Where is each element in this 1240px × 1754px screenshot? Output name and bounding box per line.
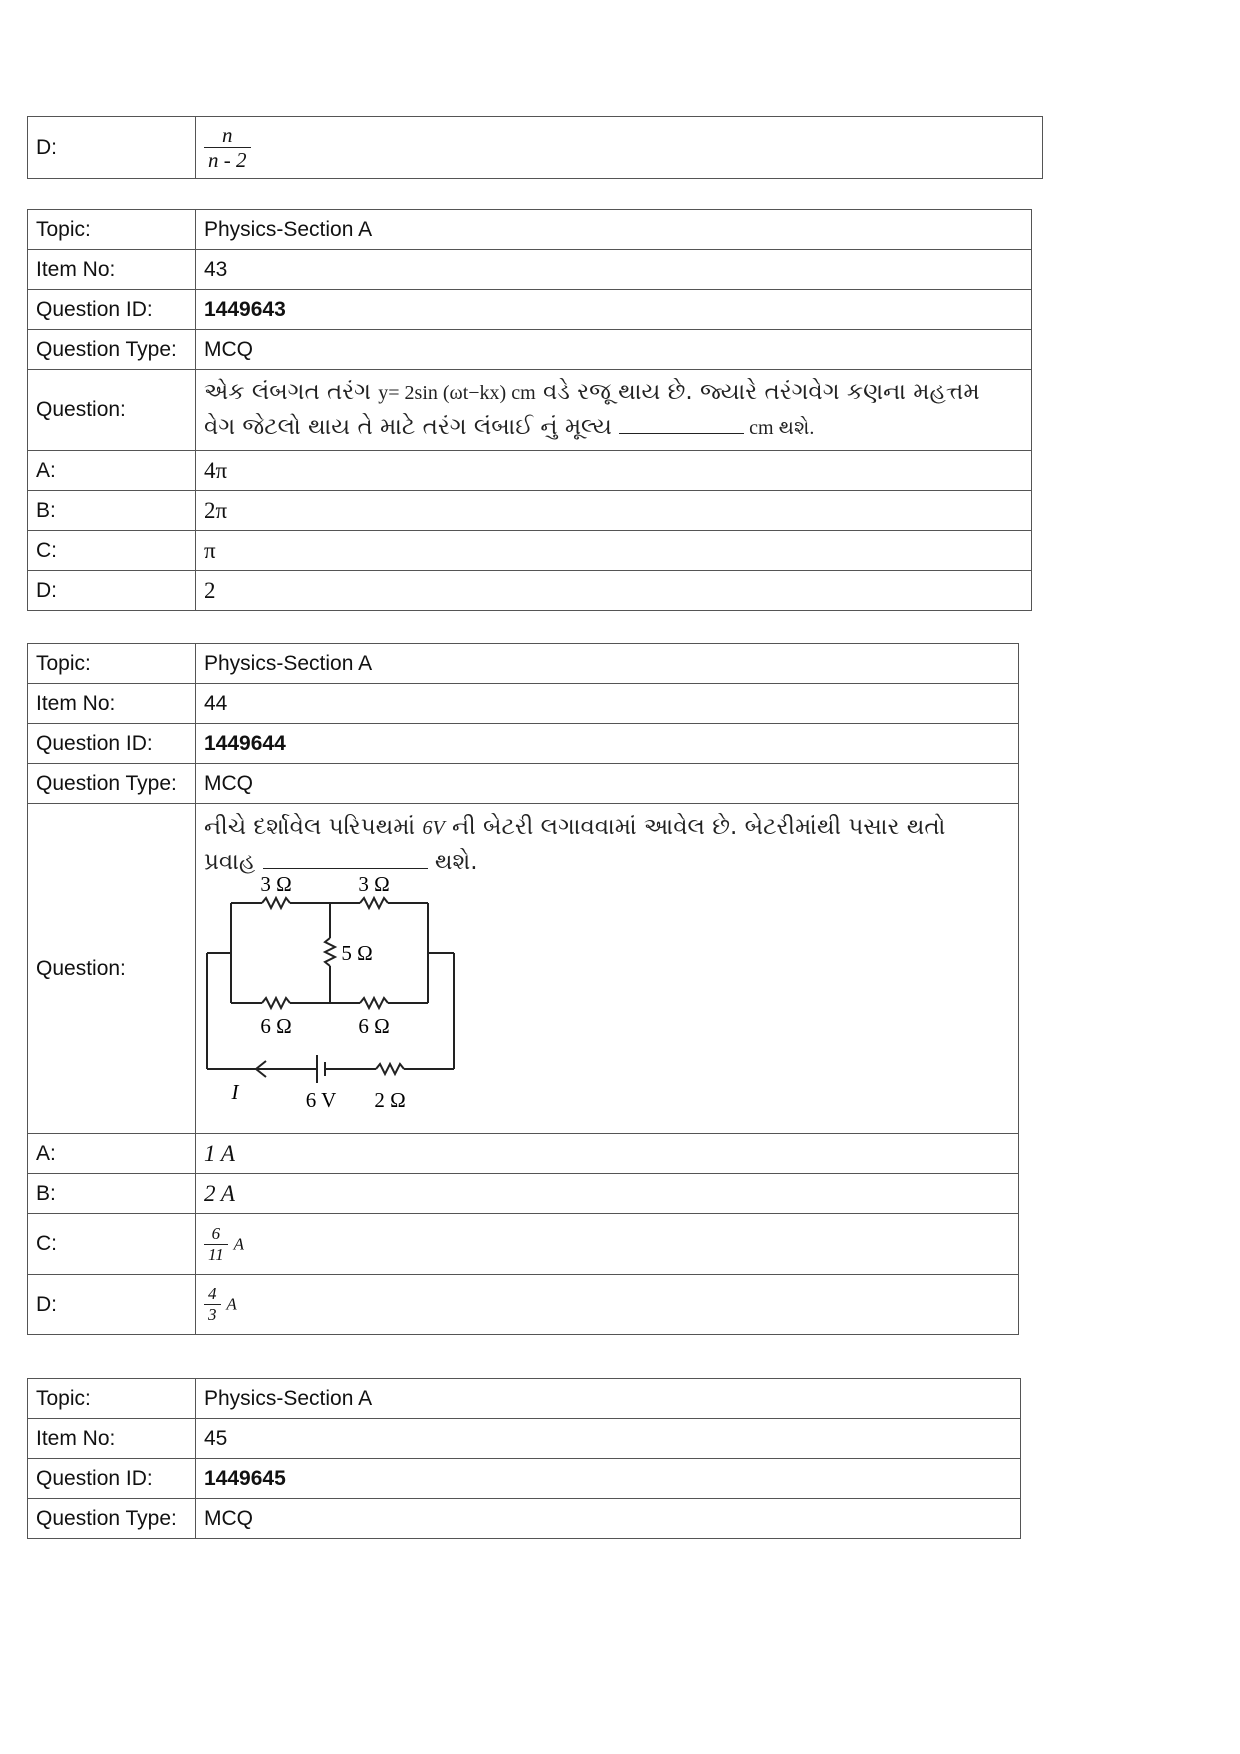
option-value <box>196 117 1043 179</box>
question-text <box>196 370 1032 451</box>
item-no-label: Item No: <box>28 684 196 724</box>
option-d-value: 2 <box>196 571 1032 611</box>
question-type-value: MCQ <box>196 764 1019 804</box>
question-id-value: 1449643 <box>196 290 1032 330</box>
question-text-part1: નીચે દર્શાવેલ પરિપથમાં <box>204 814 423 840</box>
question-text-part2: ની બેટરી લગાવવામાં આવેલ છે. બેટરીમાંથી પસાર થતો <box>444 814 946 840</box>
option-c-value <box>196 1214 1019 1275</box>
question-44-table <box>27 643 1019 1335</box>
question-type-value: MCQ <box>196 330 1032 370</box>
topic-label: Topic: <box>28 210 196 250</box>
question-content <box>196 804 1019 1134</box>
question-text-part1: એક લંબગત તરંગ <box>204 379 379 405</box>
resistor-3-ohm-right <box>360 898 388 908</box>
option-c-label: C: <box>28 1214 196 1275</box>
fraction-n-over-n-minus-2 <box>204 123 251 172</box>
option-label: D: <box>28 117 196 179</box>
option-a-label: A: <box>28 1134 196 1174</box>
question-type-label: Question Type: <box>28 1499 196 1539</box>
option-b-label: B: <box>28 1174 196 1214</box>
answer-blank <box>263 868 428 869</box>
fraction-denominator: 3 <box>208 1305 217 1324</box>
label-r-series: 2 Ω <box>374 1088 406 1112</box>
battery-voltage: 6V <box>422 817 445 839</box>
option-b-label: B: <box>28 491 196 531</box>
label-r-mid: 5 Ω <box>341 941 373 965</box>
option-a-label: A: <box>28 451 196 491</box>
topic-value: Physics-Section A <box>196 210 1032 250</box>
label-battery: 6 V <box>305 1088 337 1112</box>
question-text-line2: પ્રવાહ <box>204 849 256 875</box>
question-type-label: Question Type: <box>28 330 196 370</box>
option-d-value <box>196 1275 1019 1335</box>
topic-label: Topic: <box>28 644 196 684</box>
question-45-table <box>27 1378 1021 1539</box>
question-text-end: થશે. <box>427 849 478 875</box>
label-current: I <box>231 1080 239 1104</box>
option-b-value: 2π <box>196 491 1032 531</box>
resistor-3-ohm-left <box>262 898 290 908</box>
item-no-label: Item No: <box>28 1419 196 1459</box>
fraction-denominator: n - 2 <box>208 148 247 172</box>
fraction-4-over-3 <box>204 1284 221 1324</box>
unit: A <box>226 1295 237 1315</box>
label-r-bot-left: 6 Ω <box>260 1014 292 1038</box>
resistor-5-ohm <box>325 938 335 966</box>
fraction-numerator: n <box>204 123 251 148</box>
option-a-value: 1 A <box>196 1134 1019 1174</box>
fraction-denominator: 11 <box>208 1244 224 1264</box>
item-no-value: 45 <box>196 1419 1021 1459</box>
question-label: Question: <box>28 370 196 451</box>
option-a-value: 4π <box>196 451 1032 491</box>
question-id-value: 1449645 <box>196 1459 1021 1499</box>
question-type-label: Question Type: <box>28 764 196 804</box>
topic-value: Physics-Section A <box>196 1379 1021 1419</box>
fraction-6-over-11 <box>204 1224 228 1264</box>
question-type-value: MCQ <box>196 1499 1021 1539</box>
resistor-6-ohm-left <box>262 998 290 1008</box>
label-r-bot-right: 6 Ω <box>358 1014 390 1038</box>
option-d-label: D: <box>28 571 196 611</box>
wave-equation: y= 2sin (ωt−kx) cm <box>378 382 536 404</box>
question-text <box>204 810 1010 879</box>
resistor-2-ohm <box>376 1064 404 1074</box>
question-43-table <box>27 209 1032 611</box>
question-id-label: Question ID: <box>28 1459 196 1499</box>
question-label: Question: <box>28 804 196 1134</box>
item-no-label: Item No: <box>28 250 196 290</box>
question-id-label: Question ID: <box>28 724 196 764</box>
question-id-label: Question ID: <box>28 290 196 330</box>
answer-blank <box>619 433 744 434</box>
question-id-value: 1449644 <box>196 724 1019 764</box>
question-text-line2: વેગ જેટલો થાય તે માટે તરંગ લંબાઈ નું મૂલ્ય <box>204 414 612 440</box>
topic-label: Topic: <box>28 1379 196 1419</box>
option-d-label: D: <box>28 1275 196 1335</box>
option-c-value: π <box>196 531 1032 571</box>
label-r-top-left: 3 Ω <box>260 873 292 896</box>
topic-value: Physics-Section A <box>196 644 1019 684</box>
circuit-diagram <box>204 873 464 1123</box>
question-unit: cm થશે. <box>744 417 815 439</box>
option-c-label: C: <box>28 531 196 571</box>
question-text-part2: વડે રજૂ થાય છે. જ્યારે તરંગવેગ કણના મહત્તમ <box>535 379 980 405</box>
prev-question-option-table <box>27 116 1043 179</box>
fraction-numerator: 4 <box>204 1284 221 1305</box>
label-r-top-right: 3 Ω <box>358 873 390 896</box>
fraction-numerator: 6 <box>204 1224 228 1245</box>
option-b-value: 2 A <box>196 1174 1019 1214</box>
item-no-value: 43 <box>196 250 1032 290</box>
unit: A <box>233 1234 244 1254</box>
item-no-value: 44 <box>196 684 1019 724</box>
resistor-6-ohm-right <box>360 998 388 1008</box>
